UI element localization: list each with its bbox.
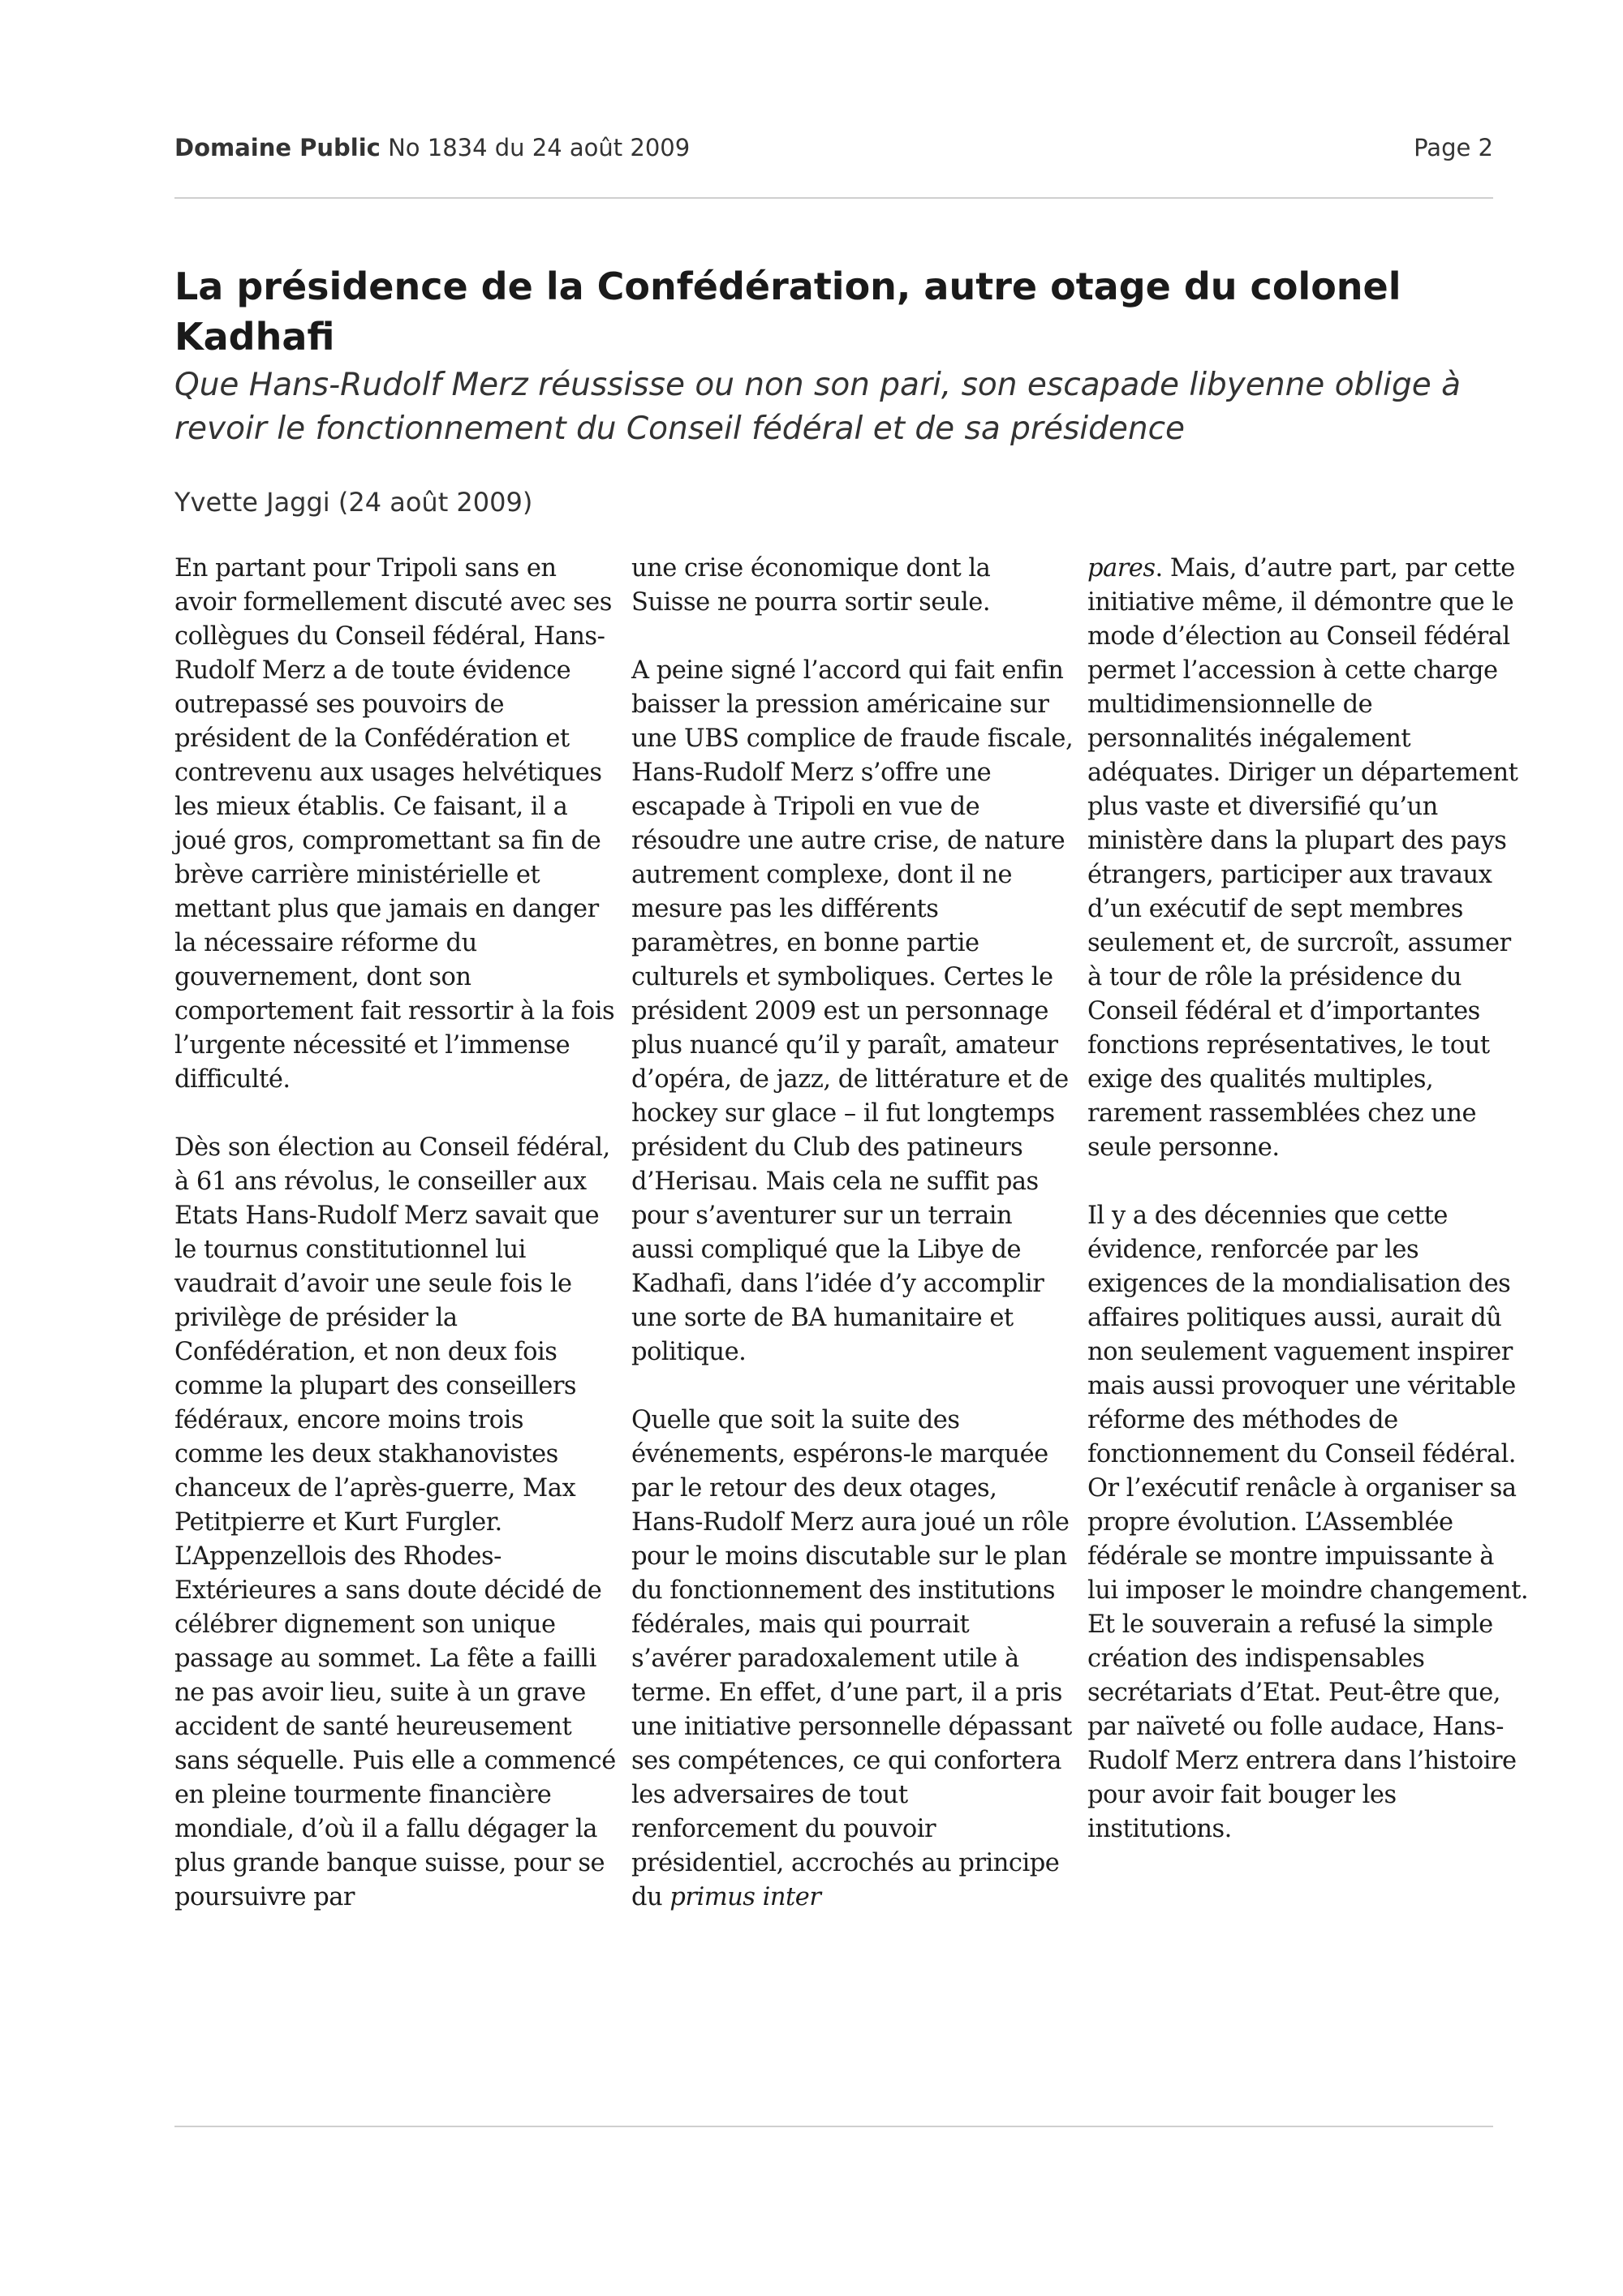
article-title: La présidence de la Confédération, autre otage du colonel Kadhafi [174, 264, 1401, 359]
paragraph: A peine signé l’accord qui fait enfin baisser la pression américaine sur une UBS complice de fraude fiscale, Hans-Rudolf Merz s’offre une escapade à Tripoli en vue de résoudre une autre crise, de nature autrement complexe, dont il ne mesure pas les différents paramètres, en bonne partie culturels et symboliques. Certes le président 2009 est un personnage plus nuancé qu’il y paraît, amateur d’opéra, de jazz, de littérature et de hockey sur glace – il fut longtemps président du Club des patineurs d’Herisau. Mais cela ne suffit pas pour s’aventurer sur un terrain aussi compliqué que la Libye de Kadhafi, dans l’idée d’y accomplir une sorte de BA humanitaire et politique. [631, 656, 1074, 1366]
issue-info: No 1834 du 24 août 2009 [388, 134, 691, 161]
paragraph: En partant pour Tripoli sans en avoir formellement discuté avec ses collègues du Conseil fédéral, Hans-Rudolf Merz a de toute évidence outrepassé ses pouvoirs de président de la Confédération et contrevenu aux usages helvétiques les mieux établis. Ce faisant, il a joué gros, compromettant sa fin de brève carrière ministérielle et mettant plus que jamais en danger la nécessaire réforme du gouvernement, dont son comportement fait ressortir à la fois l’urgente nécessité et l’immense difficulté. [174, 554, 615, 1094]
paragraph: Dès son élection au Conseil fédéral, à 61 ans révolus, le conseiller aux Etats Hans-Rudolf Merz savait que le tournus constitutionnel lui vaudrait d’avoir une seule fois le privilège de présider la Confédération, et non deux fois comme la plupart des conseillers fédéraux, encore moins trois comme les deux stakhanovistes chanceux de l’après-guerre, Max Petitpierre et Kurt Furgler. L’Appenzellois des Rhodes-Extérieures a sans doute décidé de célébrer dignement son unique passage au sommet. La fête a failli ne pas avoir lieu, suite à un grave accident de santé heureusement sans séquelle. Puis elle a commencé en pleine tourmente financière mondiale, d’où il a fallu dégager la plus grande banque suisse, pour se poursuivre par [174, 1133, 616, 1911]
latin-phrase-end: pares [1087, 554, 1156, 583]
paragraph-text: Quelle que soit la suite des événements, espérons-le marquée par le retour des deux otages, Hans-Rudolf Merz aura joué un rôle pour le moins discutable sur le plan du fonctionnement des institutions fédérales, mais qui pourrait s’avérer paradoxalement utile à terme. En effet, d’une part, il a pris une initiative personnelle dépassant ses compétences, ce qui confortera les adversaires de tout renforcement du pouvoir présidentiel, accrochés au principe du [631, 1406, 1072, 1911]
header-divider [174, 197, 1493, 199]
page-header [174, 134, 1493, 161]
paragraph-text: . Mais, d’autre part, par cette initiative même, il démontre que le mode d’élection au Conseil fédéral permet l’accession à cette charge multidimensionnelle de personnalités inégalement adéquates. Diriger un département plus vaste et diversifié qu’un ministère dans la plupart des pays étrangers, participer aux travaux d’un exécutif de sept membres seulement et, de surcroît, assumer à tour de rôle la présidence du Conseil fédéral et d’importantes fonctions représentatives, le tout exige des qualités multiples, rarement rassemblées chez une seule personne. [1087, 554, 1518, 1162]
article-column-3 [1087, 552, 1530, 1847]
latin-phrase: primus inter [669, 1883, 821, 1911]
publication-name: Domaine Public [174, 134, 381, 161]
article-byline: Yvette Jaggi (24 août 2009) [174, 487, 533, 518]
page-number: Page 2 [1414, 134, 1493, 161]
article-column-1 [174, 552, 617, 1915]
footer-divider [174, 2126, 1493, 2127]
paragraph [631, 1404, 1074, 1915]
article-subtitle: Que Hans-Rudolf Merz réussisse ou non son pari, son escapade libyenne oblige à revoir le fonctionnement du Conseil fédéral et de sa présidence [174, 367, 1462, 447]
paragraph [1087, 552, 1530, 1165]
paragraph: Il y a des décennies que cette évidence, renforcée par les exigences de la mondialisation des affaires politiques aussi, aurait dû non seulement vaguement inspirer mais aussi provoquer une véritable réforme des méthodes de fonctionnement du Conseil fédéral. Or l’exécutif renâcle à organiser sa propre évolution. L’Assemblée fédérale se montre impuissante à lui imposer le moindre changement. Et le souverain a refusé la simple création des indispensables secrétariats d’Etat. Peut-être que, par naïveté ou folle audace, Hans-Rudolf Merz entrera dans l’histoire pour avoir fait bouger les institutions. [1087, 1202, 1529, 1843]
paragraph: une crise économique dont la Suisse ne pourra sortir seule. [631, 554, 991, 617]
article-column-2 [631, 552, 1074, 1915]
